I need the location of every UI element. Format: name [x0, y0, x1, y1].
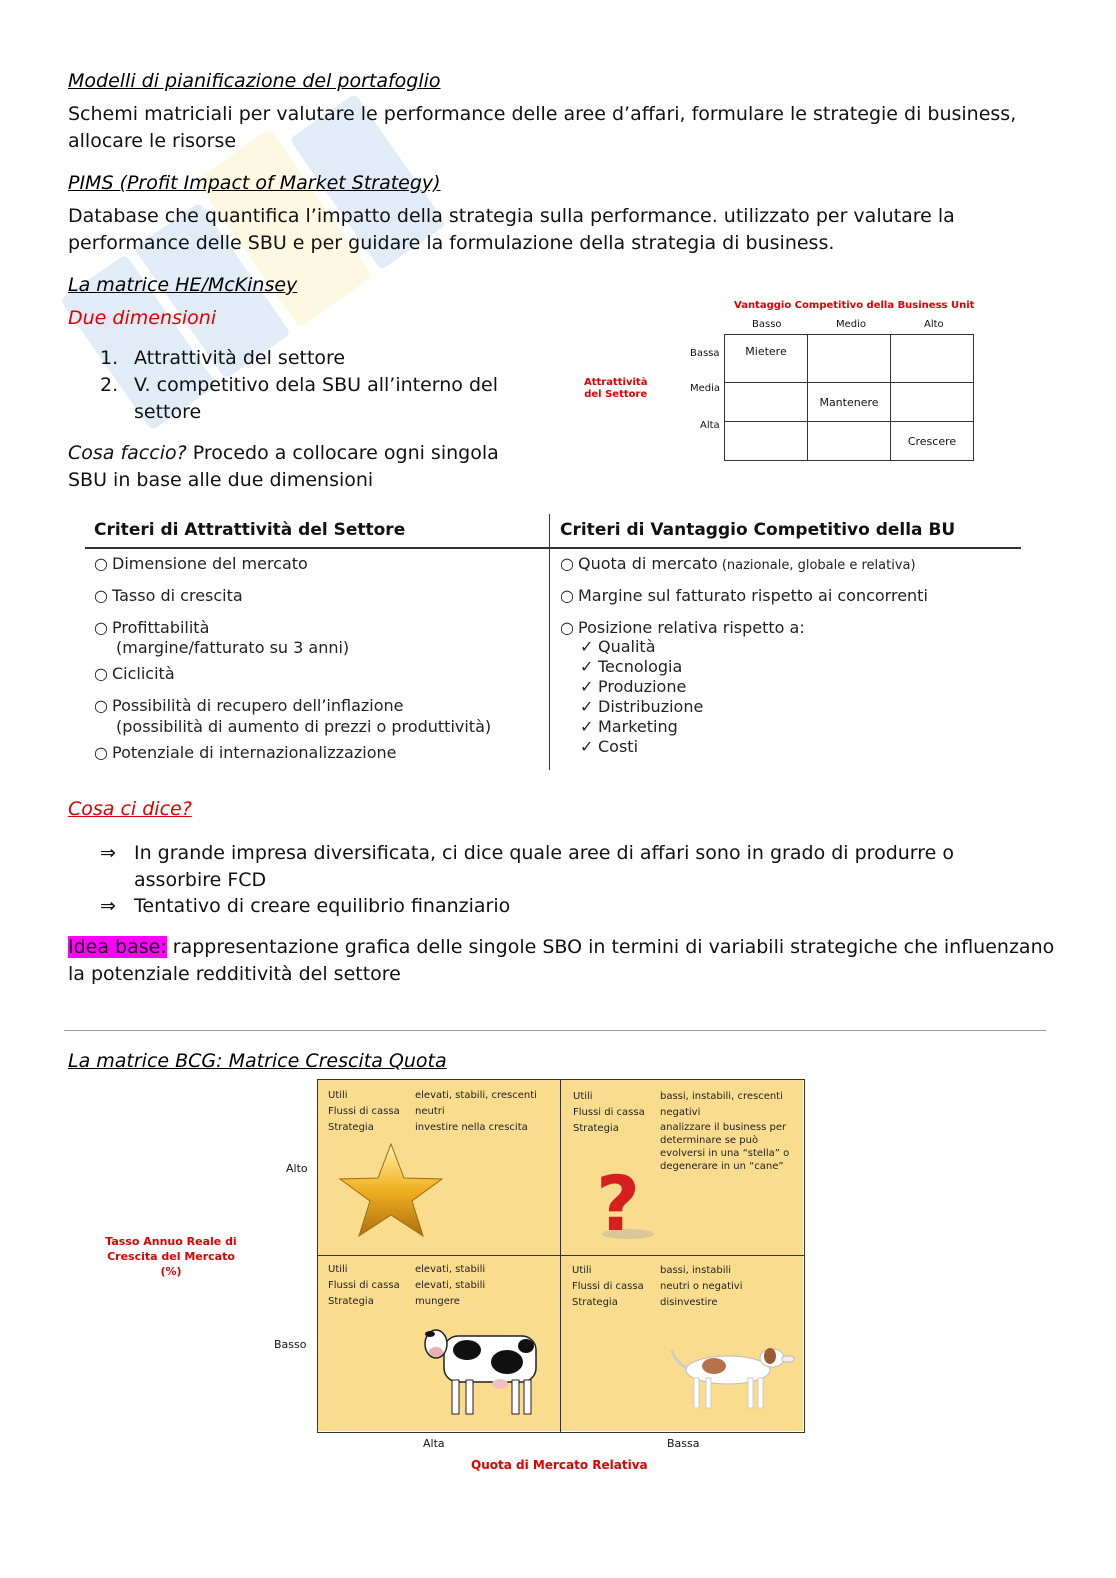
bcg-x-axis-label: Quota di Mercato Relativa [471, 1458, 648, 1472]
criteria-left-item: ○ Tasso di crescita [94, 586, 243, 605]
he-cell [725, 422, 808, 461]
criteria-left-header: Criteri di Attrattività del Settore [94, 520, 406, 540]
bcg-y-axis-label: Tasso Annuo Reale di Crescita del Mercato (%) [105, 1235, 237, 1278]
he-cell [725, 383, 808, 422]
arrow-icon: ⇒ [100, 842, 116, 864]
svg-text:?: ? [596, 1160, 641, 1240]
what-i-do-paragraph [68, 440, 538, 494]
criteria-left-item: ○ Possibilità di recupero dell’inflazione [94, 696, 404, 715]
he-cell [891, 383, 974, 422]
criteria-left-item: ○ Profittabilità [94, 618, 210, 637]
bcg-y-low-label: Basso [274, 1338, 307, 1351]
what-i-do-label: Cosa faccio? [68, 442, 187, 464]
bcg-row-labels: Utili Flussi di cassa Strategia [328, 1264, 400, 1307]
bcg-x-high-label: Alta [423, 1437, 445, 1450]
idea-base-label: Idea base: [68, 936, 167, 958]
bcg-row-labels: Utili Flussi di cassa Strategia [328, 1090, 400, 1133]
he-cell-grow: Crescere [891, 422, 974, 461]
check-item: ✓ Distribuzione [580, 697, 704, 716]
arrow-icon: ⇒ [100, 895, 116, 917]
he-row-label: Bassa [690, 348, 720, 359]
idea-base-text: rappresentazione grafica delle singole SBO in termini di variabili strategiche che influenzano la potenziale redditività del settore [68, 936, 1055, 985]
criteria-right-item: ○ Quota di mercato (nazionale, globale e relativa) [560, 554, 916, 573]
he-cell-maintain: Mantenere [808, 383, 891, 422]
mckinsey-heading: La matrice HE/McKinsey [68, 274, 298, 296]
dog-icon [670, 1342, 796, 1412]
pims-heading: PIMS (Profit Impact of Market Strategy) [68, 172, 441, 194]
star-icon [338, 1142, 444, 1238]
criteria-left-item: ○ Ciclicità [94, 664, 175, 683]
portfolio-models-heading: Modelli di pianificazione del portafoglio [68, 70, 441, 92]
criteria-left-subitem: (possibilità di aumento di prezzi o produttività) [116, 717, 492, 736]
check-item: ✓ Costi [580, 737, 639, 756]
he-cell [808, 422, 891, 461]
check-item: ✓ Qualità [580, 637, 656, 656]
dimension-list-text: Attrattività del settore [134, 347, 346, 369]
he-row-label: Alta [700, 420, 720, 431]
he-side-label: Attrattività del Settore [584, 377, 648, 400]
check-item: ✓ Marketing [580, 717, 678, 736]
cow-icon [422, 1322, 544, 1418]
bcg-hline [317, 1255, 804, 1256]
criteria-check-list [580, 637, 703, 757]
check-item: ✓ Tecnologia [580, 657, 683, 676]
arrow-item-text: Tentativo di creare equilibrio finanziario [134, 895, 511, 917]
bcg-row-labels: Utili Flussi di cassa Strategia [573, 1091, 645, 1134]
what-it-says-heading: Cosa ci dice? [68, 798, 192, 820]
bcg-x-low-label: Bassa [667, 1437, 700, 1450]
criteria-vertical-divider [549, 514, 550, 770]
two-dimensions-heading: Due dimensioni [68, 307, 217, 329]
section-divider [64, 1030, 1046, 1031]
bcg-row-labels: Utili Flussi di cassa Strategia [572, 1265, 644, 1308]
criteria-right-item: ○ Margine sul fatturato rispetto ai concorrenti [560, 586, 928, 605]
criteria-divider [85, 547, 1021, 549]
bcg-cow-values: elevati, stabili elevati, stabili mungere [415, 1264, 486, 1307]
what-i-do-text: Procedo a collocare ogni singola SBU in base alle due dimensioni [68, 442, 499, 491]
he-col-label: Basso [752, 319, 782, 330]
arrow-item-text: In grande impresa diversificata, ci dice quale aree di affari sono in grado di produrre o assorbire FCD [134, 842, 955, 891]
dimension-list-text: V. competitivo dela SBU all’interno del settore [134, 374, 498, 423]
pims-text: Database che quantifica l’impatto della strategia sulla performance. utilizzato per valutare la performance delle SBU e per guidare la formulazione della strategia di business. [68, 205, 955, 254]
portfolio-models-text: Schemi matriciali per valutare le performance delle aree d’affari, formulare le strategie di business, allocare le risorse [68, 103, 1017, 152]
idea-base-paragraph [68, 934, 1058, 988]
he-row-label: Media [690, 383, 721, 394]
criteria-left-item: ○ Potenziale di internazionalizzazione [94, 743, 397, 762]
bcg-star-values: elevati, stabili, crescenti neutri investire nella crescita [415, 1090, 537, 1133]
he-cell [891, 335, 974, 383]
check-item: ✓ Produzione [580, 677, 687, 696]
criteria-right-header: Criteri di Vantaggio Competitivo della BU [560, 520, 956, 540]
criteria-left-subitem: (margine/fatturato su 3 anni) [116, 638, 350, 657]
bcg-y-high-label: Alto [286, 1162, 308, 1175]
he-cell-harvest: Mietere [725, 335, 808, 383]
bcg-heading: La matrice BCG: Matrice Crescita Quota [68, 1050, 447, 1072]
he-col-label: Medio [836, 319, 867, 330]
he-matrix-grid [724, 334, 974, 461]
criteria-left-item: ○ Dimensione del mercato [94, 554, 308, 573]
bcg-dog-values: bassi, instabili neutri o negativi disinvestire [660, 1265, 743, 1308]
he-cell [808, 335, 891, 383]
dimension-list-item: 2. [100, 374, 119, 396]
question-mark-icon [588, 1160, 658, 1240]
criteria-right-item: ○ Posizione relativa rispetto a: [560, 618, 805, 637]
dimension-list-item: 1. [100, 347, 119, 369]
he-col-label: Alto [924, 319, 944, 330]
bcg-question-values: bassi, instabili, crescenti negativi analizzare il business per determinare se può evolversi in una “stella” o degenerare in un “cane” [660, 1091, 790, 1172]
he-matrix-title: Vantaggio Competitivo della Business Unit [734, 300, 975, 311]
